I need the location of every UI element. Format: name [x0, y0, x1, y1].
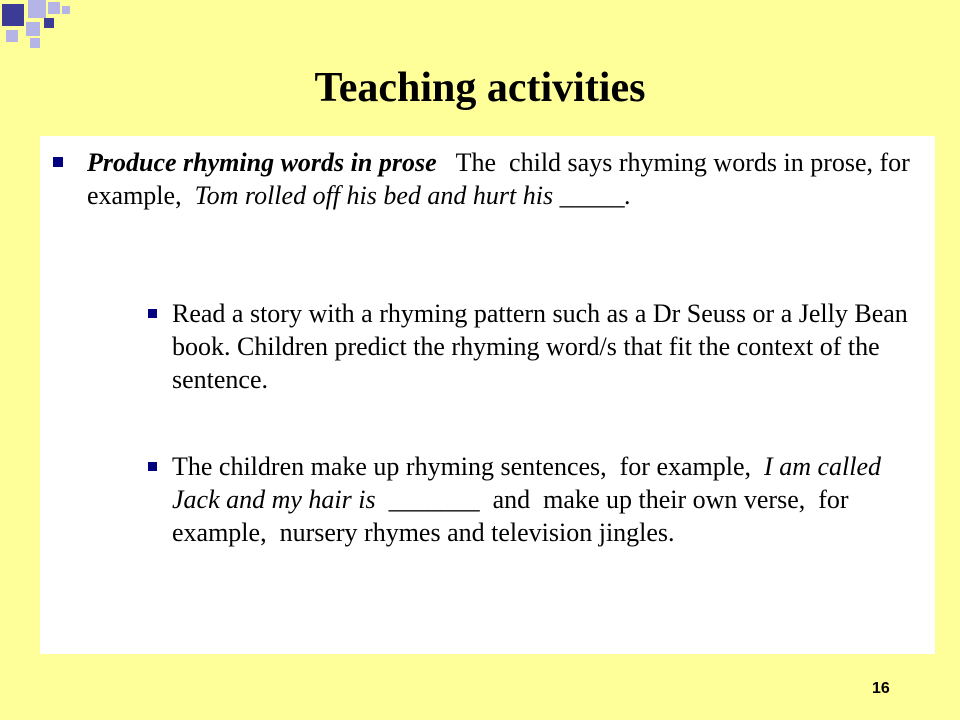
- slide-title: Teaching activities: [314, 65, 646, 111]
- deco-square-light: [28, 0, 46, 18]
- bullet-square-icon: [148, 462, 157, 471]
- bullet-main: [87, 146, 917, 212]
- deco-square-light: [62, 6, 70, 14]
- corner-decoration: [0, 0, 90, 60]
- bullet-square-icon: [148, 309, 157, 318]
- bullet-main-example: Tom rolled off his bed and hurt his _____.: [194, 181, 632, 210]
- deco-square-light: [6, 30, 18, 42]
- deco-square-dark: [2, 4, 24, 26]
- content-panel: [40, 136, 935, 654]
- bullet-main-lead: Produce rhyming words in prose: [87, 148, 437, 177]
- deco-square-light: [26, 22, 40, 36]
- bullet-sub-2-example: I am called Jack and my hair is: [172, 452, 881, 514]
- page-number: 16: [872, 680, 890, 697]
- deco-square-light: [30, 38, 40, 48]
- deco-square-light: [48, 2, 60, 14]
- bullet-sub-2-text-a: The children make up rhyming sentences, for example,: [172, 452, 765, 481]
- bullet-square-icon: [53, 157, 63, 167]
- bullet-sub-2-text-b: _______ and make up their own verse, for example, nursery rhymes and television jingles.: [172, 485, 856, 547]
- bullet-sub-2: [172, 450, 892, 549]
- bullet-main-text: The child says rhyming words in prose, for example,: [87, 148, 917, 210]
- bullet-sub-1: Read a story with a rhyming pattern such as a Dr Seuss or a Jelly Bean book. Children predict the rhyming word/s that fit the context of the sentence.: [172, 299, 908, 394]
- deco-square-dark: [44, 18, 54, 28]
